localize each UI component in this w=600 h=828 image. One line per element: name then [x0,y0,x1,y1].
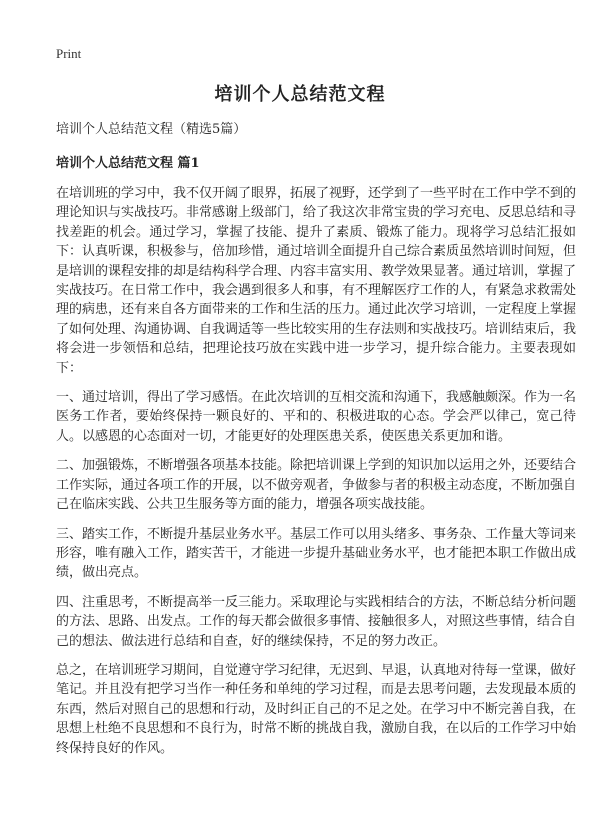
print-label: Print [56,46,82,61]
paragraph-point-1: 一、通过培训，得出了学习感悟。在此次培训的互相交流和沟通下，我感触颇深。作为一名医务工作者，要始终保持一颗良好的、平和的、积极进取的心态。学会严以律己，宽己待人。以感恩的心态面对一切，才能更好的处理医患关系，使医患关系更加和谐。 [56,390,577,444]
paragraph-conclusion: 总之，在培训班学习期间，自觉遵守学习纪律，无迟到、早退，认真地对待每一堂课，做好笔记。并且没有把学习当作一种任务和单纯的学习过程，而是去思考问题，去发现最本质的东西，然后对照自己的思想和行动，及时纠正自己的不足之处。在学习中不断完善自我，在思想上杜绝不良思想和不良行为，时常不断的挑战自我，激励自我，在以后的工作学习中始终保持良好的作风。 [56,662,577,756]
subtitle: 培训个人总结范文程（精选5篇） [56,122,247,137]
paragraph-point-4: 四、注重思考，不断提高举一反三能力。采取理论与实践相结合的方法，不断总结分析问题的方法、思路、出发点。工作的每天都会做很多事情、接触很多人，对照这些事情，结合自己的想法、做法进行总结和自查，好的继续保持，不足的努力改正。 [56,594,577,649]
page-title: 培训个人总结范文程 [214,84,386,105]
paragraph-point-3: 三、踏实工作，不断提升基层业务水平。基层工作可以用头绪多、事务杂、工作量大等词来形容，唯有融入工作，踏实苦干，才能进一步提升基础业务水平，也才能把本职工作做出成绩，做出亮点。 [56,526,577,581]
paragraph-point-2: 二、加强锻炼，不断增强各项基本技能。除把培训课上学到的知识加以运用之外，还要结合工作实际，通过各项工作的开展，以不做旁观者，争做参与者的积极主动态度，不断加强自己在临床实践、公共卫生服务等方面的能力，增强各项实战技能。 [56,458,577,513]
section-heading: 培训个人总结范文程 篇1 [56,156,200,171]
paragraph-intro: 在培训班的学习中，我不仅开阔了眼界，拓展了视野，还学到了一些平时在工作中学不到的理论知识与实战技巧。非常感谢上级部门，给了我这次非常宝贵的学习充电、反思总结和寻找差距的机会。通过学习，掌握了技能、提升了素质、锻炼了能力。现将学习总结汇报如下：认真听课，积极参与，倍加珍惜，通过培训全面提升自己综合素质虽然培训时间短，但是培训的课程安排的却是结构科学合理、内容丰富实用、教学效果显著。通过培训，掌握了实战技巧。在日常工作中，我会遇到很多人和事，有不理解医疗工作的人，有紧急求救需处理的病患，还有来自各方面带来的工作和生活的压力。通过此次学习培训，一定程度上掌握了如何处理、沟通协调、自我调适等一些比较实用的生存法则和实战技巧。培训结束后，我将会进一步领悟和总结，把理论技巧放在实践中进一步学习，提升综合能力。主要表现如下： [56,186,577,376]
